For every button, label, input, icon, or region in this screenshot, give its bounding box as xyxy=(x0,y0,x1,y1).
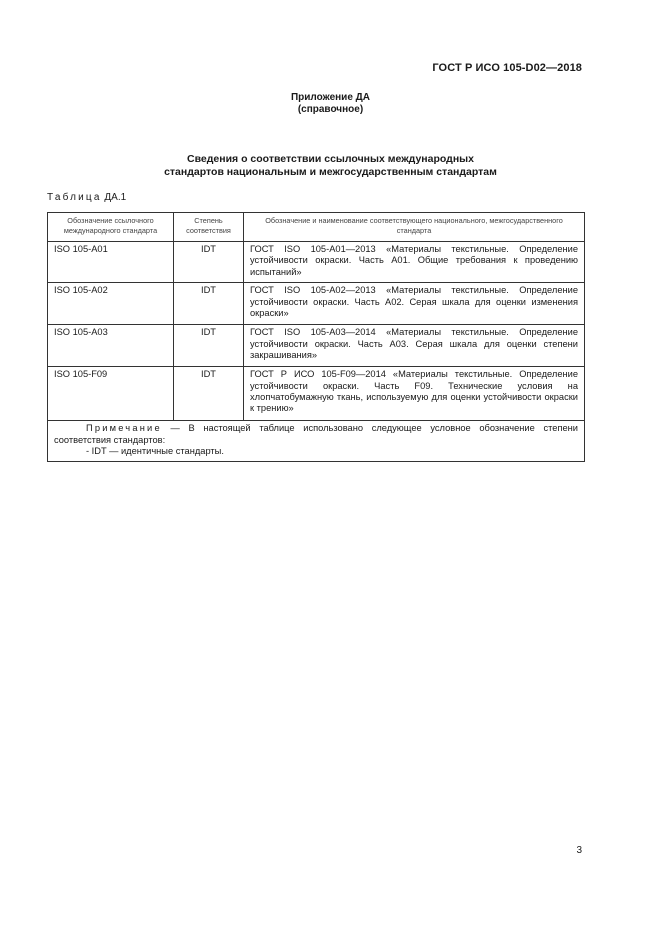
document-code: ГОСТ Р ИСО 105-D02—2018 xyxy=(432,62,582,74)
cell-degree: IDT xyxy=(174,367,244,421)
table-row xyxy=(48,242,585,283)
note-item: - IDT — идентичные стандарты. xyxy=(86,446,224,457)
page-number: 3 xyxy=(576,845,582,856)
table-row xyxy=(48,367,585,421)
cell-degree: IDT xyxy=(174,242,244,283)
table-caption-label: Таблица xyxy=(47,192,102,203)
cell-code: ISO 105-A02 xyxy=(48,283,174,325)
table-header-row xyxy=(48,213,585,242)
header-international-standard: Обозначение ссылочного международного стандарта xyxy=(48,213,174,242)
section-title-line-2: стандартов национальным и межгосударственным стандартам xyxy=(164,166,497,178)
cell-standard: ГОСТ Р ИСО 105-F09—2014 «Материалы текстильные. Определение устойчивости окраски. Часть F09. Технические условия на хлопчатобумажную ткань, используемую для оценки устойчивости окраски к трению» xyxy=(244,367,585,421)
note-label: Примечание xyxy=(86,423,162,434)
cell-degree: IDT xyxy=(174,325,244,367)
cell-standard: ГОСТ ISO 105-A02—2013 «Материалы текстильные. Определение устойчивости окраски. Часть А02. Серая шкала для оценки изменения окраски» xyxy=(244,283,585,325)
note-text: — В настоящей таблице использовано следующее условное обозначение степени соответствия стандартов: xyxy=(54,423,578,445)
cell-code: ISO 105-A01 xyxy=(48,242,174,283)
table-note-row xyxy=(48,421,585,462)
table-row xyxy=(48,283,585,325)
cell-degree: IDT xyxy=(174,283,244,325)
table-caption xyxy=(47,192,126,203)
cell-code: ISO 105-F09 xyxy=(48,367,174,421)
appendix-title: Приложение ДА xyxy=(290,92,371,103)
table-row xyxy=(48,325,585,367)
appendix-subtitle: (справочное) xyxy=(297,104,364,115)
header-degree: Степень соответствия xyxy=(174,213,244,242)
correspondence-table xyxy=(47,212,585,462)
appendix-heading xyxy=(0,92,661,116)
table-note xyxy=(48,421,585,462)
table-caption-number: ДА.1 xyxy=(104,192,127,203)
header-national-standard: Обозначение и наименование соответствующего национального, межгосударственного стандарта xyxy=(244,213,585,242)
section-title xyxy=(0,153,661,179)
note-paragraph xyxy=(54,423,578,446)
cell-code: ISO 105-A03 xyxy=(48,325,174,367)
cell-standard: ГОСТ ISO 105-A01—2013 «Материалы текстильные. Определение устойчивости окраски. Часть А01. Общие требования к проведению испытаний» xyxy=(244,242,585,283)
section-title-line-1: Сведения о соответствии ссылочных международных xyxy=(187,153,474,165)
cell-standard: ГОСТ ISO 105-A03—2014 «Материалы текстильные. Определение устойчивости окраски. Часть А03. Серая шкала для оценки степени закрашивания» xyxy=(244,325,585,367)
